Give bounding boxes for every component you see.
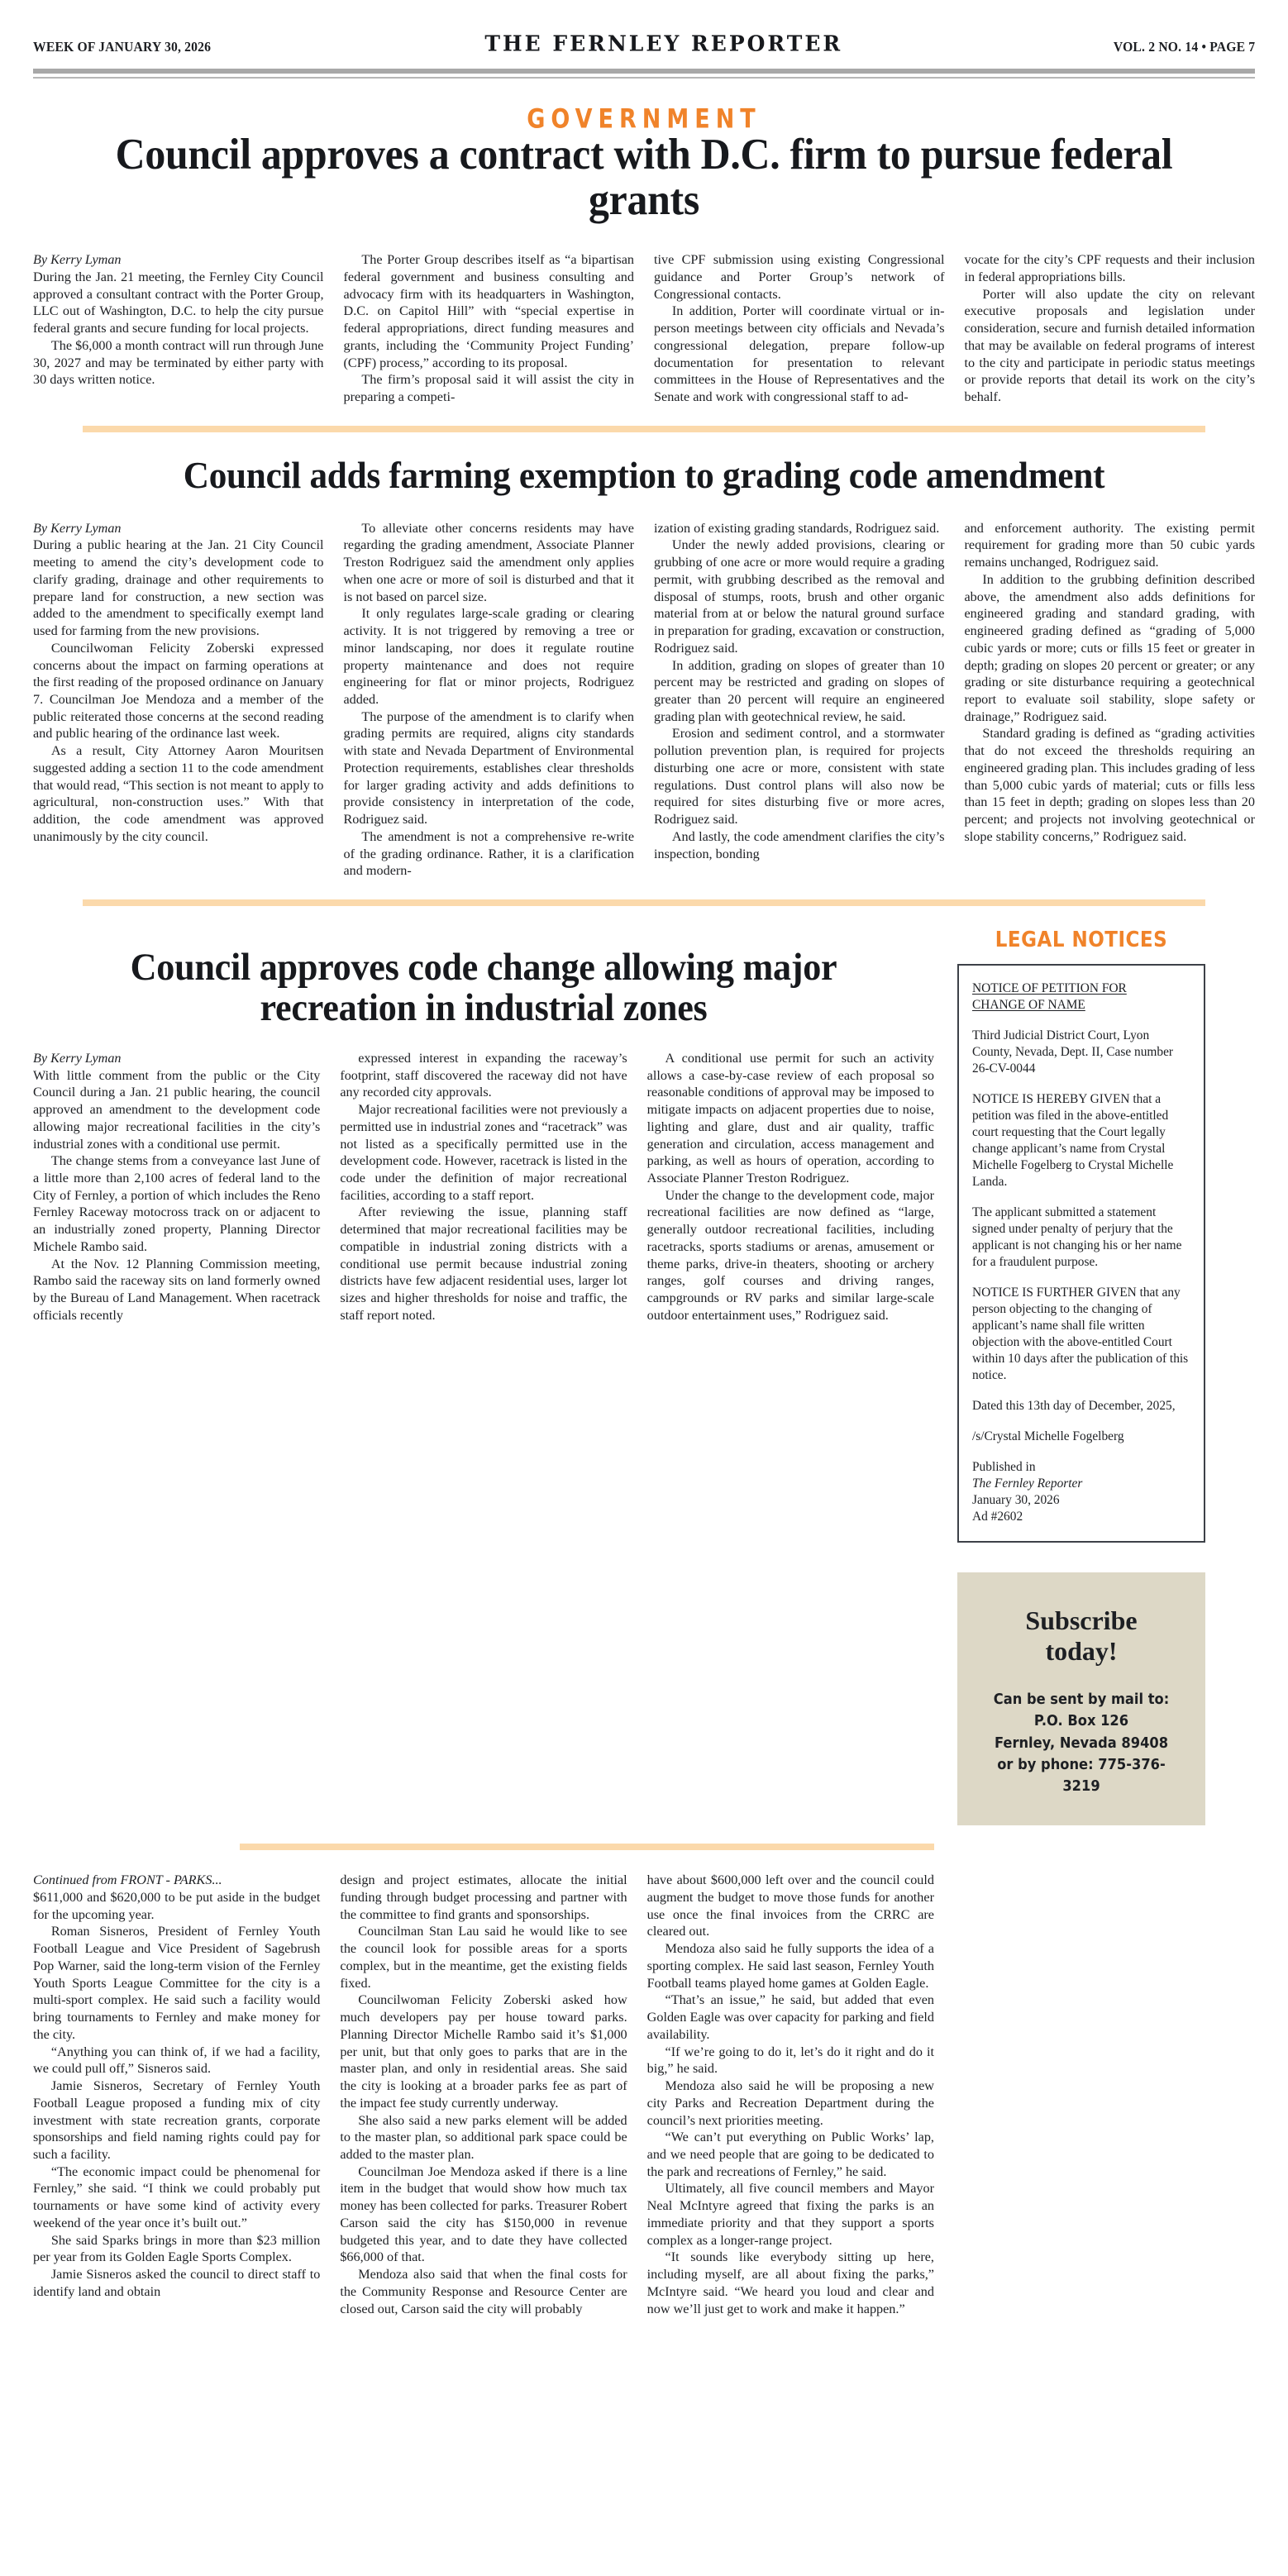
ad-number: Ad #2602 xyxy=(972,1510,1023,1524)
article1-col-2 xyxy=(344,251,635,406)
right-rail xyxy=(957,929,1205,1825)
article3-columns xyxy=(33,1050,934,1324)
masthead-edition: VOL. 2 NO. 14 • PAGE 7 xyxy=(1113,39,1255,55)
paragraph: With little comment from the public or the City Council during a Jan. 21 public hearing, the council approved an amendment to the development code allowing major recreational facilities in the city’s industrial zones with a conditional use permit. xyxy=(33,1067,321,1152)
paragraph: And lastly, the code amendment clarifies the city’s inspection, bonding xyxy=(654,828,945,861)
legal-notice-paragraph: Third Judicial District Court, Lyon County, Nevada, Dept. II, Case number 26-CV-0044 xyxy=(972,1028,1174,1076)
legal-notice-title-line1: NOTICE OF PETITION FOR xyxy=(972,981,1127,996)
masthead xyxy=(33,0,1255,59)
paragraph: The $6,000 a month contract will run through June 30, 2027 and may be terminated by either party with 30 days written notice. xyxy=(33,337,324,388)
paragraph: The firm’s proposal said it will assist the city in preparing a competi- xyxy=(343,372,634,405)
masthead-title: THE FERNLEY REPORTER xyxy=(484,31,843,56)
section-divider-1 xyxy=(83,426,1205,432)
paragraph: As a result, City Attorney Aaron Mouritsen suggested adding a section 11 to the code amendment that would read, “This section is not meant to apply to agricultural, non-construction uses.” With that addition, the code amendment was approved unanimously by the city council. xyxy=(33,743,324,844)
paragraph: “That’s an issue,” he said, but added that even Golden Eagle was over capacity for parking and field availability. xyxy=(646,1992,934,2042)
paragraph: “The economic impact could be phenomenal for Fernley,” she said. “I think we could probably put tournaments or have some kind of activity every weekend of the year once it’s built out.” xyxy=(33,2163,321,2230)
paragraph: Jamie Sisneros asked the council to direct staff to identify land and obtain xyxy=(33,2267,321,2299)
paragraph: She also said a new parks element will be added to the master plan, so additional park space could be added to the master plan. xyxy=(340,2112,627,2162)
paragraph: Ultimately, all five council members and Mayor Neal McIntyre agreed that fixing the parks is an immediate priority and that they support a sports complex as a longer-range project. xyxy=(646,2181,934,2248)
paragraph: “Anything you can think of, if we had a facility, we could pull off,” Sisneros said. xyxy=(33,2044,321,2077)
subscribe-po-box: P.O. Box 126 xyxy=(1033,1713,1129,1730)
paragraph: The purpose of the amendment is to clarify when grading permits are required, aligns city standards with state and Nevada Department of Environmental Protection requirements, establishes clear thresholds for larger grading activity and adds definitions to provide consistency in interpretation of the code, Rodriguez said. xyxy=(343,708,634,828)
subscribe-title-line2: today! xyxy=(1045,1636,1118,1667)
paragraph: tive CPF submission using existing Congressional guidance and Porter Group’s network of Congressional contacts. xyxy=(654,252,945,302)
article2-col-4 xyxy=(965,520,1256,880)
article2-col-2 xyxy=(344,520,635,880)
paragraph: Roman Sisneros, President of Fernley Youth Football League and Vice President of Sagebrush Pop Warner, said the long-term vision of the Fernley Youth Sports League Committee for the city is a multi-sport complex. He said such a facility would bring tournaments to Fernley and make money for the city. xyxy=(33,1924,321,2042)
legal-notice-box xyxy=(957,964,1205,1542)
paragraph: During a public hearing at the Jan. 21 City Council meeting to amend the city’s development code to clarify grading, drainage and other requirements to prepare land for construction, a new section was added to the amendment to specifically exempt land used for farming from the new provisions. xyxy=(33,537,324,639)
section-divider-3 xyxy=(240,1844,934,1850)
published-date: January 30, 2026 xyxy=(972,1493,1060,1508)
paragraph: It only regulates large-scale grading or clearing activity. It is not triggered by removing a tree or minor landscaping, nor does it regulate routine property maintenance and does not require engineering for flat or minor projects, Rodriguez added. xyxy=(343,606,634,707)
article2-col-1 xyxy=(33,520,324,880)
paragraph: The Porter Group describes itself as “a bipartisan federal government and business consulting and advocacy firm with its headquarters in Washington, D.C. on Capitol Hill” with “special expertise in federal appropriations, direct funding measures and grants, including the ‘Community Project Funding’ (CPF) process,” according to its proposal. xyxy=(343,252,634,370)
article1-byline: By Kerry Lyman xyxy=(33,252,122,268)
subscribe-phone[interactable]: or by phone: 775-376-3219 xyxy=(997,1756,1166,1795)
paragraph: The change stems from a conveyance last June of a little more than 2,100 acres of federal land to the City of Fernley, a portion of which includes the Reno Fernley Raceway motocross track on or adjacent to an industrially zoned property, Planning Director Michele Rambo said. xyxy=(33,1153,321,1254)
paragraph: “If we’re going to do it, let’s do it right and do it big,” he said. xyxy=(646,2044,934,2077)
article2-byline: By Kerry Lyman xyxy=(33,520,122,536)
legal-notice-title-line2: CHANGE OF NAME xyxy=(972,998,1085,1013)
masthead-rule-thin xyxy=(33,77,1255,79)
paragraph: Porter will also update the city on relevant executive proposals and legislation under consideration, secure and furnish detailed information that may be available on federal programs of interest to the city and participate in periodic status meetings or provide reports that detail its work on the city’s behalf. xyxy=(964,286,1255,405)
article3-col-2 xyxy=(340,1050,627,1324)
continued-col-1 xyxy=(33,1872,320,2317)
paragraph: During the Jan. 21 meeting, the Fernley City Council approved a consultant contract with the Porter Group, LLC out of Washington, D.C. to help the city pursue federal grants and secure funding for local projects. xyxy=(33,269,324,336)
paragraph: After reviewing the issue, planning staff determined that major recreational facilities may be compatible in industrial zoning districts with a conditional use permit because industrial zoning districts have few adjacent residential uses, larger lot sizes and higher thresholds for noise and traffic, the staff report noted. xyxy=(340,1205,627,1323)
continued-col-2 xyxy=(340,1872,627,2317)
masthead-date: WEEK OF JANUARY 30, 2026 xyxy=(33,39,212,55)
legal-notice-title xyxy=(972,980,1190,1014)
paragraph: Standard grading is defined as “grading activities that do not exceed the thresholds requiring an engineered grading plan. This includes grading of less than 5,000 cubic yards of material; cuts or fills less than 15 feet in depth; grading on slopes less than 20 percent; and projects not involving geotechnical or slope stability concerns,” Rodriguez said. xyxy=(964,726,1255,844)
article3 xyxy=(33,929,934,1825)
paragraph: $611,000 and $620,000 to be put aside in the budget for the upcoming year. xyxy=(33,1889,321,1922)
paragraph: have about $600,000 left over and the council could augment the budget to move those funds for another use once the final invoices from the CRRC are cleared out. xyxy=(646,1872,934,1939)
article1-col-4 xyxy=(965,251,1256,406)
legal-notice-publication xyxy=(972,1459,1190,1525)
legal-notice-signature: /s/Crystal Michelle Fogelberg xyxy=(972,1429,1124,1444)
paragraph: Under the change to the development code, major recreational facilities are now defined as “large, generally outdoor recreational facilities, including racetracks, sports stadiums or arenas, amusement or theme parks, drive-in theaters, shooting or archery ranges, golf courses and driving ranges, campgrounds or RV parks and similar large-scale outdoor entertainment uses,” Rodriguez said. xyxy=(646,1187,934,1323)
masthead-rule-thick xyxy=(33,69,1255,74)
paragraph: Mendoza also said that when the final costs for the Community Response and Resource Center are closed out, Carson said the city will probably xyxy=(340,2267,627,2316)
subscribe-box[interactable] xyxy=(957,1572,1205,1826)
paragraph: She said Sparks brings in more than $23 million per year from its Golden Eagle Sports Complex. xyxy=(33,2232,321,2265)
article3-col-1 xyxy=(33,1050,320,1324)
paragraph: Councilman Joe Mendoza asked if there is a line item in the budget that would show how much tax money has been collected for parks. Treasurer Robert Carson said the city has $150,000 in revenue budgeted this year, and to date they have collected $66,000 of that. xyxy=(340,2163,627,2265)
article2-col-3 xyxy=(654,520,945,880)
paragraph: “It sounds like everybody sitting up here, including myself, are all about fixing the parks,” McIntyre said. “We heard you loud and clear and now we’ll just get to work and make it happen.” xyxy=(646,2249,934,2316)
continued-columns xyxy=(33,1872,934,2317)
paragraph: Mendoza also said he fully supports the idea of a sporting complex. He said last season, Fernley Youth Football teams played home games at Golden Eagle. xyxy=(646,1941,934,1991)
paragraph: A conditional use permit for such an activity allows a case-by-case review of each proposal so reasonable conditions of approval may be imposed to mitigate impacts on adjacent properties due to noise, lighting and glare, dust and air quality, traffic generation and circulation, access management and parking, as well as hours of operation, according to Associate Planner Treston Rodriguez. xyxy=(646,1050,934,1185)
paragraph: In addition to the grubbing definition described above, the amendment also adds definitions for engineered grading and standard grading, with engineered grading defined as “grading of 5,000 cubic yards or more; cuts or fills 15 feet or greater in depth; grading on slopes 20 percent or greater; or any grading or site disturbance requiring a geotechnical report to evaluate soil stability, slope safety or drainage,” Rodriguez said. xyxy=(964,571,1255,724)
section-divider-2 xyxy=(83,899,1205,906)
legal-notice-paragraph: NOTICE IS HEREBY GIVEN that a petition was filed in the above-entitled court requesting that the Court legally change applicant’s name from Crystal Michelle Fogelberg to Crystal Michelle Landa. xyxy=(972,1092,1174,1190)
paragraph: vocate for the city’s CPF requests and their inclusion in federal appropriations bills. xyxy=(964,252,1255,284)
article2-columns xyxy=(33,520,1255,880)
legal-notices-header: LEGAL NOTICES xyxy=(995,928,1168,952)
article3-col-3 xyxy=(647,1050,934,1324)
paragraph: Councilman Stan Lau said he would like to see the council look for possible areas for a sports complex, but in the meantime, get the existing fields fixed. xyxy=(340,1924,627,1991)
paragraph: In addition, Porter will coordinate virtual or in-person meetings between city officials and Nevada’s congressional delegation, prepare follow-up documentation for presentation to relevant committees in the House of Representatives and the Senate and work with congressional staff to ad- xyxy=(654,303,945,405)
paragraph: In addition, grading on slopes of greater than 10 percent may be restricted and grading on slopes of greater than 20 percent will require an engineered grading plan with geotechnical review, he said. xyxy=(654,657,945,724)
paragraph: The amendment is not a comprehensive re-write of the grading ordinance. Rather, it is a clarification and modern- xyxy=(343,828,634,879)
article1-col-1 xyxy=(33,251,324,406)
subscribe-title-line1: Subscribe xyxy=(1025,1605,1138,1635)
paragraph: “We can’t put everything on Public Works’ lap, and we need people that are going to be dedicated to the park and recreations of Fernley,” he said. xyxy=(646,2130,934,2179)
paragraph: Mendoza also said he will be proposing a new city Parks and Recreation Department during the council’s next priorities meeting. xyxy=(646,2078,934,2128)
paragraph: Under the newly added provisions, clearing or grubbing of one acre or more would require a grading permit, with grubbing described as the removal and disposal of stumps, roots, brush and other organic material from at or below the natural ground surface in preparation for grading, excavation or construction, Rodriguez said. xyxy=(654,537,945,656)
article2-headline: Council adds farming exemption to grading code amendment xyxy=(183,453,1105,496)
continued-section xyxy=(33,1844,934,2317)
paragraph: Councilwoman Felicity Zoberski asked how much developers pay per house toward parks. Planning Director Michelle Rambo said it’s $1,000 per unit, but that only goes to parks that are in the master plan, and only in residential areas. She said the city is looking at a broader parks fee as part of the impact fee study currently underway. xyxy=(340,1992,627,2111)
continued-col-3 xyxy=(647,1872,934,2317)
paragraph: Jamie Sisneros, Secretary of Fernley Youth Football League proposed a funding mix of city investment with state recreation grants, corporate sponsorships and field naming rights could pay for such a facility. xyxy=(33,2078,321,2162)
paragraph: expressed interest in expanding the raceway’s footprint, staff discovered the raceway did not have any recorded city approvals. xyxy=(340,1050,627,1100)
legal-notice-paragraph: The applicant submitted a statement signed under penalty of perjury that the applicant is not changing his or her name for a fraudulent purpose. xyxy=(972,1205,1182,1270)
paragraph: To alleviate other concerns residents may have regarding the grading amendment, Associate Planner Treston Rodriguez said the amendment only applies when one acre or more of soil is disturbed and that it is not based on parcel size. xyxy=(343,520,634,604)
article1-col-3 xyxy=(654,251,945,406)
article3-byline: By Kerry Lyman xyxy=(33,1050,122,1066)
published-paper: The Fernley Reporter xyxy=(972,1476,1083,1491)
paragraph: At the Nov. 12 Planning Commission meeting, Rambo said the raceway sits on land formerly owned by the Bureau of Land Management. When racetrack officials recently xyxy=(33,1256,321,1323)
legal-notice-paragraph: NOTICE IS FURTHER GIVEN that any person objecting to the changing of applicant’s name shall file written objection with the above-entitled Court within 10 days after the publication of this notice. xyxy=(972,1286,1189,1383)
paragraph: Major recreational facilities were not previously a permitted use in industrial zones and “racetrack” was not listed as a specifically permitted use in the development code. However, racetrack is listed in the code under the definition of major recreational facilities, according to a staff report. xyxy=(340,1102,627,1203)
paragraph: Councilwoman Felicity Zoberski expressed concerns about the impact on farming operations at the first reading of the proposed ordinance on January 7. Councilman Joe Mendoza and a member of the public reiterated those concerns at the second reading and public hearing of the ordinance last week. xyxy=(33,640,324,742)
subscribe-mail-label: Can be sent by mail to: xyxy=(993,1691,1170,1708)
article1-columns xyxy=(33,251,1255,406)
section-kicker: GOVERNMENT xyxy=(527,104,761,135)
paragraph: ization of existing grading standards, Rodriguez said. xyxy=(654,520,940,536)
article3-headline: Council approves code change allowing major recreation in industrial zones xyxy=(130,946,837,1029)
published-label: Published in xyxy=(972,1460,1036,1475)
paragraph: Erosion and sediment control, and a stormwater pollution prevention plan, is required for projects disturbing one acre or more, consistent with state regulations. Dust control plans will also now be required for sites disturbing five or more acres, Rodriguez said. xyxy=(654,726,945,828)
continued-from-label: Continued from FRONT - PARKS... xyxy=(33,1872,222,1888)
article1-headline: Council approves a contract with D.C. firm to pursue federal grants xyxy=(115,131,1173,225)
paragraph: design and project estimates, allocate the initial funding through budget processing and partner with the committee to find grants and sponsorships. xyxy=(340,1872,627,1922)
paragraph: and enforcement authority. The existing permit requirement for grading more than 50 cubic yards remains unchanged, Rodriguez said. xyxy=(964,520,1255,570)
article3-and-rail xyxy=(33,929,1255,1825)
legal-notice-paragraph: Dated this 13th day of December, 2025, xyxy=(972,1399,1176,1414)
subscribe-city-state-zip: Fernley, Nevada 89408 xyxy=(994,1734,1169,1752)
subscribe-title xyxy=(972,1605,1190,1668)
